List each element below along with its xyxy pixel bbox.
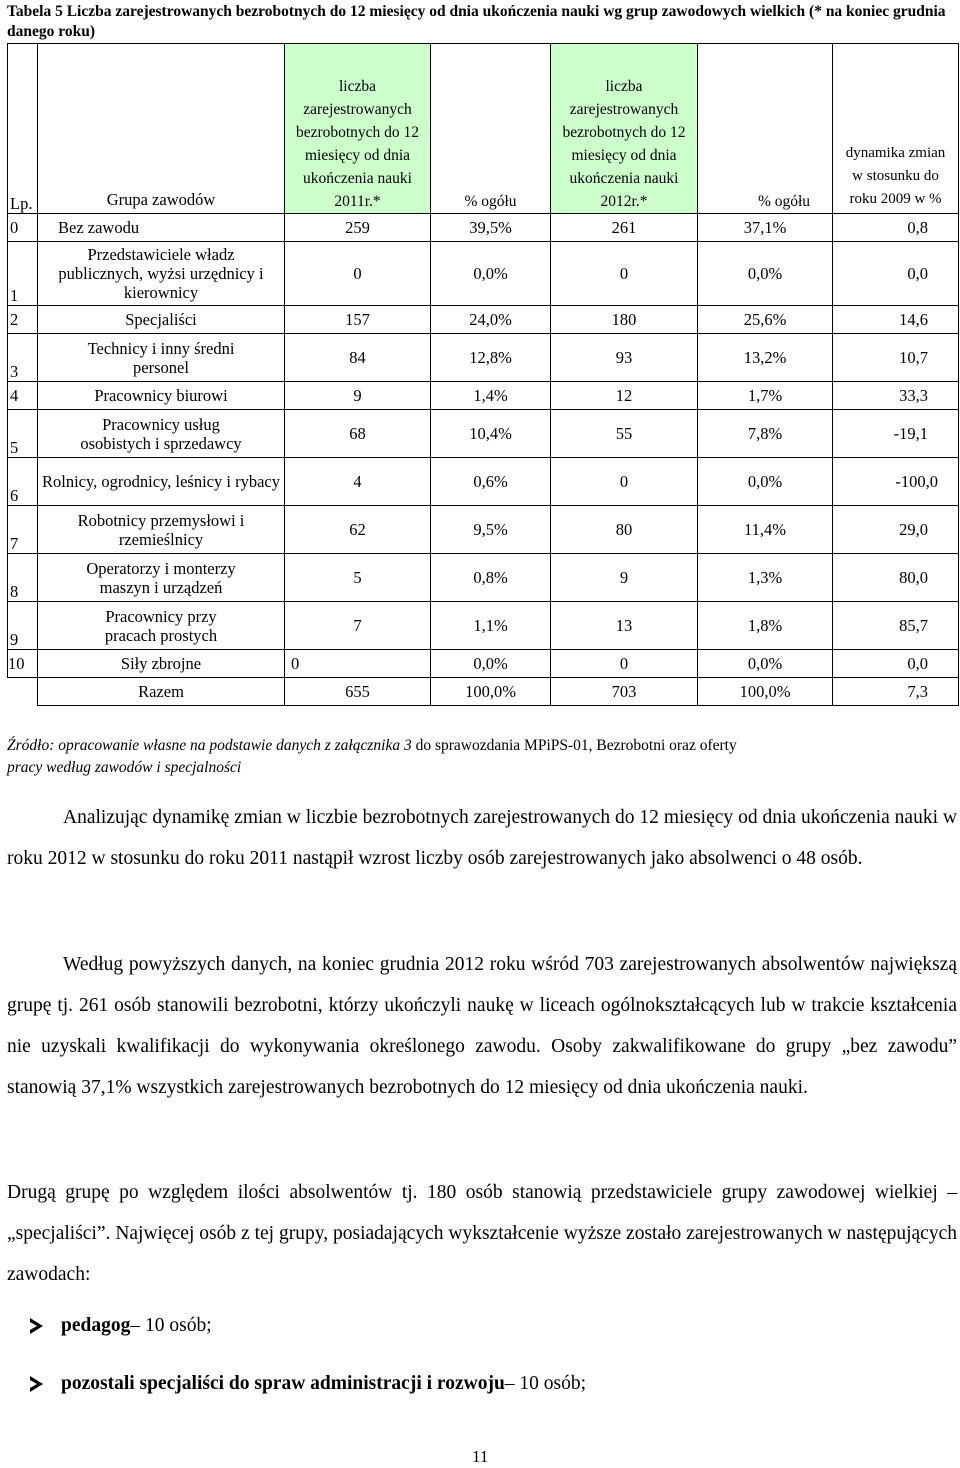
row-count-2012: 80: [551, 506, 698, 554]
total-pct-2011: 100,0%: [431, 678, 551, 706]
row-count-2011: 7: [285, 602, 431, 650]
paragraph-1-text: Analizując dynamikę zmian w liczbie bezrobotnych zarejestrowanych do 12 miesięcy od dnia ukończenia nauki w roku 2012 w stosunku do roku 2011 nastąpił wzrost liczby osób zarejestrowanych jako absolwenci o 48 osób.: [7, 807, 957, 869]
row-lp: 6: [8, 458, 38, 506]
row-lp: 8: [8, 554, 38, 602]
bullet-list: [30, 1297, 586, 1413]
row-pct-2011: 1,1%: [431, 602, 551, 650]
table-row: [8, 650, 959, 678]
row-lp: 1: [8, 242, 38, 306]
row-pct-2012: 13,2%: [698, 334, 833, 382]
row-count-2011: 62: [285, 506, 431, 554]
page-number: 11: [472, 1447, 489, 1466]
row-pct-2012: 1,7%: [698, 382, 833, 410]
source-italic: Źródło: opracowanie własne na podstawie danych z załącznika 3: [7, 737, 412, 754]
list-item: [30, 1355, 586, 1413]
header-count-2011: liczba zarejestrowanych bezrobotnych do 12 miesięcy od dnia ukończenia nauki 2011r.*: [285, 44, 431, 214]
row-count-2012: 93: [551, 334, 698, 382]
row-pct-2011: 10,4%: [431, 410, 551, 458]
row-group: Przedstawiciele władz publicznych, wyżsi urzędnicy i kierownicy: [38, 242, 285, 306]
row-count-2011: 9: [285, 382, 431, 410]
row-count-2011: 157: [285, 306, 431, 334]
row-group: Rolnicy, ogrodnicy, leśnicy i rybacy: [38, 458, 285, 506]
source-note: [7, 735, 952, 779]
table-row: [8, 242, 959, 306]
row-lp: 0: [8, 214, 38, 242]
row-pct-2011: 0,6%: [431, 458, 551, 506]
row-pct-2011: 1,4%: [431, 382, 551, 410]
header-dynamics: dynamika zmian w stosunku do roku 2009 w %: [833, 44, 959, 214]
header-group: Grupa zawodów: [38, 44, 285, 214]
table-row: [8, 334, 959, 382]
row-dynamics: 85,7: [833, 602, 959, 650]
row-dynamics: 80,0: [833, 554, 959, 602]
row-count-2011: 5: [285, 554, 431, 602]
row-lp: 4: [8, 382, 38, 410]
total-dynamics: 7,3: [833, 678, 959, 706]
row-count-2012: 0: [551, 650, 698, 678]
table-row: [8, 382, 959, 410]
row-count-2012: 9: [551, 554, 698, 602]
row-pct-2012: 1,8%: [698, 602, 833, 650]
row-pct-2011: 24,0%: [431, 306, 551, 334]
paragraph-2-text: Według powyższych danych, na koniec grudnia 2012 roku wśród 703 zarejestrowanych absolwentów największą grupę tj. 261 osób stanowili bezrobotni, którzy ukończyli naukę w liceach ogólnokształcących lub w trakcie kształcenia nie uzyskali kwalifikacji do wykonywania określonego zawodu. Osoby zakwalifikowane do grupy „bez zawodu” stanowią 37,1% wszystkich zarejestrowanych bezrobotnych do 12 miesięcy od dnia ukończenia nauki.: [7, 954, 957, 1098]
row-dynamics: 0,0: [833, 242, 959, 306]
unemployment-table: [7, 43, 959, 706]
source-normal: do sprawozdania MPiPS-01, Bezrobotni oraz oferty: [411, 737, 737, 754]
paragraph-2: [7, 944, 957, 1108]
total-pct-2012: 100,0%: [698, 678, 833, 706]
table-header-row: [8, 44, 959, 214]
bullet-rest: – 10 osób;: [504, 1373, 587, 1394]
row-group: Robotnicy przemysłowi i rzemieślnicy: [38, 506, 285, 554]
row-pct-2012: 0,0%: [698, 650, 833, 678]
row-dynamics: 0,0: [833, 650, 959, 678]
row-group: Technicy i inny średni personel: [38, 334, 285, 382]
row-lp: 3: [8, 334, 38, 382]
row-pct-2012: 25,6%: [698, 306, 833, 334]
paragraph-3-text: Drugą grupę po względem ilości absolwentów tj. 180 osób stanowią przedstawiciele grupy zawodowej wielkiej – „specjaliści”. Najwięcej osób z tej grupy, posiadających wykształcenie wyższe zostało zarejestrowanych w następujących zawodach:: [7, 1182, 957, 1285]
table-row: [8, 506, 959, 554]
row-count-2012: 0: [551, 242, 698, 306]
row-group: Specjaliści: [38, 306, 285, 334]
row-pct-2012: 1,3%: [698, 554, 833, 602]
bullet-bold: pozostali specjaliści do spraw administracji i rozwoju: [61, 1373, 505, 1394]
total-lp-empty: [8, 678, 38, 706]
table-row: [8, 214, 959, 242]
row-count-2011: 0: [285, 242, 431, 306]
row-count-2011: 4: [285, 458, 431, 506]
row-pct-2012: 37,1%: [698, 214, 833, 242]
row-group: Pracownicy usług osobistych i sprzedawcy: [38, 410, 285, 458]
row-lp: 2: [8, 306, 38, 334]
paragraph-3: [7, 1172, 957, 1295]
total-count-2012: 703: [551, 678, 698, 706]
row-count-2012: 261: [551, 214, 698, 242]
paragraph-1: [7, 797, 957, 879]
table-row: [8, 602, 959, 650]
table-row: [8, 554, 959, 602]
row-dynamics: 14,6: [833, 306, 959, 334]
row-pct-2011: 0,8%: [431, 554, 551, 602]
header-count-2012: liczba zarejestrowanych bezrobotnych do 12 miesięcy od dnia ukończenia nauki 2012r.*: [551, 44, 698, 214]
row-count-2012: 13: [551, 602, 698, 650]
row-dynamics: 33,3: [833, 382, 959, 410]
row-group: Pracownicy przy pracach prostych: [38, 602, 285, 650]
row-pct-2012: 0,0%: [698, 242, 833, 306]
source-italic-end: pracy według zawodów i specjalności: [7, 759, 242, 776]
row-dynamics: 10,7: [833, 334, 959, 382]
row-lp: 9: [8, 602, 38, 650]
table-row: [8, 458, 959, 506]
header-lp: Lp.: [8, 44, 38, 214]
row-pct-2011: 0,0%: [431, 650, 551, 678]
row-pct-2011: 9,5%: [431, 506, 551, 554]
row-pct-2012: 7,8%: [698, 410, 833, 458]
bullet-bold: pedagog: [61, 1315, 131, 1336]
row-count-2012: 55: [551, 410, 698, 458]
row-count-2012: 180: [551, 306, 698, 334]
arrow-bullet-icon: [30, 1376, 43, 1392]
row-dynamics: -19,1: [833, 410, 959, 458]
row-pct-2012: 11,4%: [698, 506, 833, 554]
row-lp: 5: [8, 410, 38, 458]
row-group: Siły zbrojne: [38, 650, 285, 678]
table-row: [8, 410, 959, 458]
row-dynamics: 0,8: [833, 214, 959, 242]
list-item: [30, 1297, 586, 1355]
row-group: Bez zawodu: [38, 214, 285, 242]
row-pct-2012: 0,0%: [698, 458, 833, 506]
table-row: [8, 306, 959, 334]
table-caption: Tabela 5 Liczba zarejestrowanych bezrobotnych do 12 miesięcy od dnia ukończenia nauki wg grup zawodowych wielkich (* na koniec grudnia danego roku): [7, 3, 946, 40]
row-lp: 7: [8, 506, 38, 554]
total-count-2011: 655: [285, 678, 431, 706]
row-dynamics: -100,0: [833, 458, 959, 506]
arrow-bullet-icon: [30, 1318, 43, 1334]
total-label: Razem: [38, 678, 285, 706]
row-group: Pracownicy biurowi: [38, 382, 285, 410]
header-pct-2012: % ogółu: [698, 44, 833, 214]
row-pct-2011: 0,0%: [431, 242, 551, 306]
row-pct-2011: 12,8%: [431, 334, 551, 382]
bullet-rest: – 10 osób;: [130, 1315, 212, 1336]
row-count-2012: 0: [551, 458, 698, 506]
row-count-2012: 12: [551, 382, 698, 410]
row-dynamics: 29,0: [833, 506, 959, 554]
header-pct-2011: % ogółu: [431, 44, 551, 214]
row-lp: 10: [8, 650, 38, 678]
row-count-2011: 259: [285, 214, 431, 242]
table-total-row: [8, 678, 959, 706]
row-count-2011: 84: [285, 334, 431, 382]
row-count-2011: 68: [285, 410, 431, 458]
row-pct-2011: 39,5%: [431, 214, 551, 242]
row-count-2011: 0: [285, 650, 431, 678]
row-group: Operatorzy i monterzy maszyn i urządzeń: [38, 554, 285, 602]
